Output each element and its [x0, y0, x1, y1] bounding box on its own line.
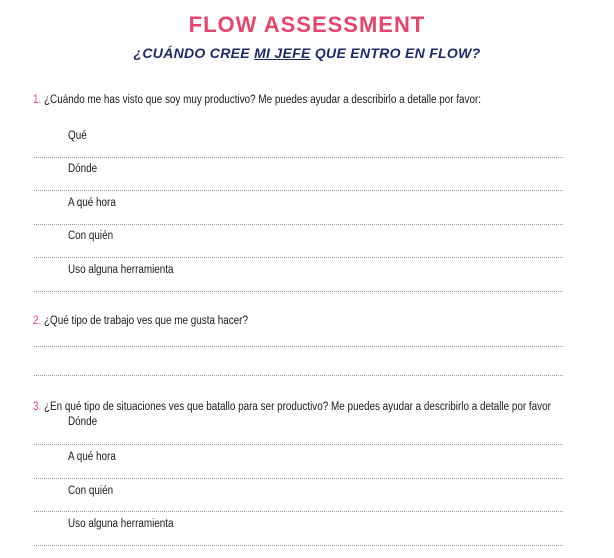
- answer-label: Uso alguna herramienta: [68, 264, 174, 276]
- answer-line[interactable]: [34, 346, 563, 347]
- answer-label: Uso alguna herramienta: [68, 518, 174, 530]
- question-2: [33, 315, 248, 327]
- answer-line[interactable]: [34, 511, 563, 512]
- answer-line[interactable]: [34, 291, 563, 292]
- question-text: ¿Qué tipo de trabajo ves que me gusta hacer?: [44, 315, 248, 327]
- question-number: 3.: [33, 401, 42, 413]
- question-text: ¿Cuándo me has visto que soy muy productivo? Me puedes ayudar a describirlo a detalle por favor:: [44, 94, 482, 106]
- subtitle-underlined: MI JEFE: [254, 45, 311, 61]
- question-3: [33, 401, 551, 413]
- page-subtitle: [0, 45, 614, 61]
- answer-label: Qué: [68, 130, 87, 142]
- question-number: 2.: [33, 315, 42, 327]
- answer-label: A qué hora: [68, 451, 116, 463]
- answer-line[interactable]: [34, 444, 563, 445]
- answer-label: Dónde: [68, 163, 98, 175]
- answer-line[interactable]: [34, 190, 563, 191]
- answer-label: A qué hora: [68, 197, 116, 209]
- answer-line[interactable]: [34, 224, 563, 225]
- subtitle-part-1: ¿CUÁNDO CREE: [133, 45, 255, 61]
- answer-label: Dónde: [68, 416, 98, 428]
- page-title: FLOW ASSESSMENT: [188, 12, 426, 37]
- question-1: [33, 94, 481, 106]
- question-number: 1.: [33, 94, 42, 106]
- answer-line[interactable]: [34, 545, 563, 546]
- question-text: ¿En qué tipo de situaciones ves que batallo para ser productivo? Me puedes ayudar a describirlo a detalle por favor: [44, 401, 551, 413]
- answer-line[interactable]: [34, 157, 563, 158]
- answer-label: Con quién: [68, 485, 114, 497]
- answer-line[interactable]: [34, 257, 563, 258]
- answer-line[interactable]: [34, 478, 563, 479]
- subtitle-part-2: QUE ENTRO EN FLOW?: [310, 45, 481, 61]
- answer-label: Con quién: [68, 230, 114, 242]
- answer-line[interactable]: [34, 375, 563, 376]
